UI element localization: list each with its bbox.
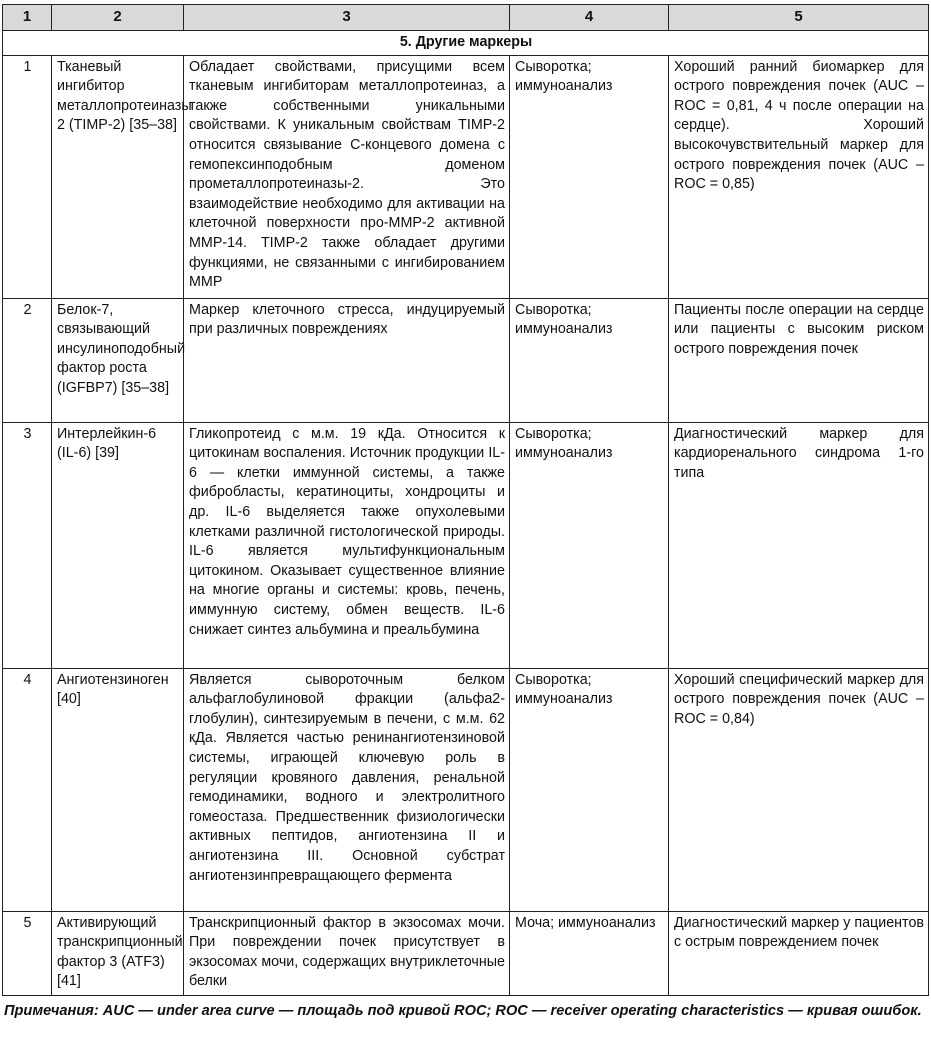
sample-method: Сыворотка; иммуноанализ xyxy=(510,422,669,668)
header-row xyxy=(3,5,929,31)
column-header-5: 5 xyxy=(669,5,929,31)
diagnostic-significance: Хороший специфический маркер для острого повреждения почек (AUC – ROC = 0,84) xyxy=(669,668,929,911)
diagnostic-significance: Хороший ранний биомаркер для острого повреждения почек (AUC – ROC = 0,81, 4 ч после операции на сердце). Хороший высокочувствительный маркер для острого повреждения почек (AUC – ROC = 0,85) xyxy=(669,55,929,298)
sample-method: Сыворотка; иммуноанализ xyxy=(510,55,669,298)
marker-description: Гликопротеид с м.м. 19 кДа. Относится к цитокинам воспаления. Источник продукции IL-6 — клетки иммунной системы, а также фибробласты, кератиноциты, хондроциты и др. IL-6 выделяется также опухолевыми клетками различной гистологической природы. IL-6 является мультифункциональным цитокином. Оказывает существенное влияние на многие органы и системы: кровь, печень, иммунную систему, обмен веществ. IL-6 снижает синтез альбумина и преальбумина xyxy=(184,422,510,668)
sample-method: Моча; иммуноанализ xyxy=(510,911,669,995)
row-number: 5 xyxy=(3,911,52,995)
marker-description: Является сывороточным белком альфаглобулиновой фракции (альфа2-глобулин), синтезируемым в печени, с м.м. 62 кДа. Является частью ренинангиотензиновой системы, играющей ключевую роль в регуляции кровяного давления, ренальной гемодинамики, водного и электролитного гомеостаза. Предшественник физиологически активных пептидов, ангиотензина II и ангиотензина III. Основной субстрат ангиотензинпревращающего фермента xyxy=(184,668,510,911)
table-row xyxy=(3,55,929,298)
column-header-4: 4 xyxy=(510,5,669,31)
table-notes: Примечания: AUC — under area curve — площадь под кривой ROC; ROC — receiver operating characteristics — кривая ошибок. xyxy=(4,1003,922,1019)
diagnostic-significance: Пациенты после операции на сердце или пациенты с высоким риском острого повреждения почек xyxy=(669,298,929,422)
marker-description: Обладает свойствами, присущими всем тканевым ингибиторам металлопротеиназ, а также собственными уникальными свойствами. К уникальным свойствам TIMP-2 относится связывание С-концевого домена с гемопексинподобным доменом прометаллопротеиназы-2. Это взаимодействие необходимо для активации на клеточной поверхности про-MMP-2 активной MMP-14. TIMP-2 также обладает другими функциями, не связанными с ингибированием MMP xyxy=(184,55,510,298)
marker-description: Маркер клеточного стресса, индуцируемый при различных повреждениях xyxy=(184,298,510,422)
sample-method: Сыворотка; иммуноанализ xyxy=(510,668,669,911)
row-number: 3 xyxy=(3,422,52,668)
diagnostic-significance: Диагностический маркер для кардиоренального синдрома 1-го типа xyxy=(669,422,929,668)
marker-name: Тканевый ингибитор металлопротеиназы 2 (TIMP-2) [35–38] xyxy=(52,55,184,298)
table-row xyxy=(3,668,929,911)
marker-name: Активирующий транскрипционный фактор 3 (ATF3) [41] xyxy=(52,911,184,995)
column-header-2: 2 xyxy=(52,5,184,31)
markers-table xyxy=(2,4,929,996)
column-header-1: 1 xyxy=(3,5,52,31)
section-row xyxy=(3,31,929,56)
table-row xyxy=(3,911,929,995)
marker-name: Ангиотензиноген [40] xyxy=(52,668,184,911)
marker-description: Транскрипционный фактор в экзосомах мочи. При повреждении почек присутствует в экзосомах мочи, содержащих внутриклеточные белки xyxy=(184,911,510,995)
sample-method: Сыворотка; иммуноанализ xyxy=(510,298,669,422)
column-header-3: 3 xyxy=(184,5,510,31)
table-row xyxy=(3,422,929,668)
row-number: 4 xyxy=(3,668,52,911)
row-number: 1 xyxy=(3,55,52,298)
row-number: 2 xyxy=(3,298,52,422)
section-title: 5. Другие маркеры xyxy=(3,31,929,56)
marker-name: Белок-7, связывающий инсулиноподобный фактор роста (IGFBP7) [35–38] xyxy=(52,298,184,422)
table-row xyxy=(3,298,929,422)
diagnostic-significance: Диагностический маркер у пациентов с острым повреждением почек xyxy=(669,911,929,995)
marker-name: Интерлейкин-6 (IL-6) [39] xyxy=(52,422,184,668)
